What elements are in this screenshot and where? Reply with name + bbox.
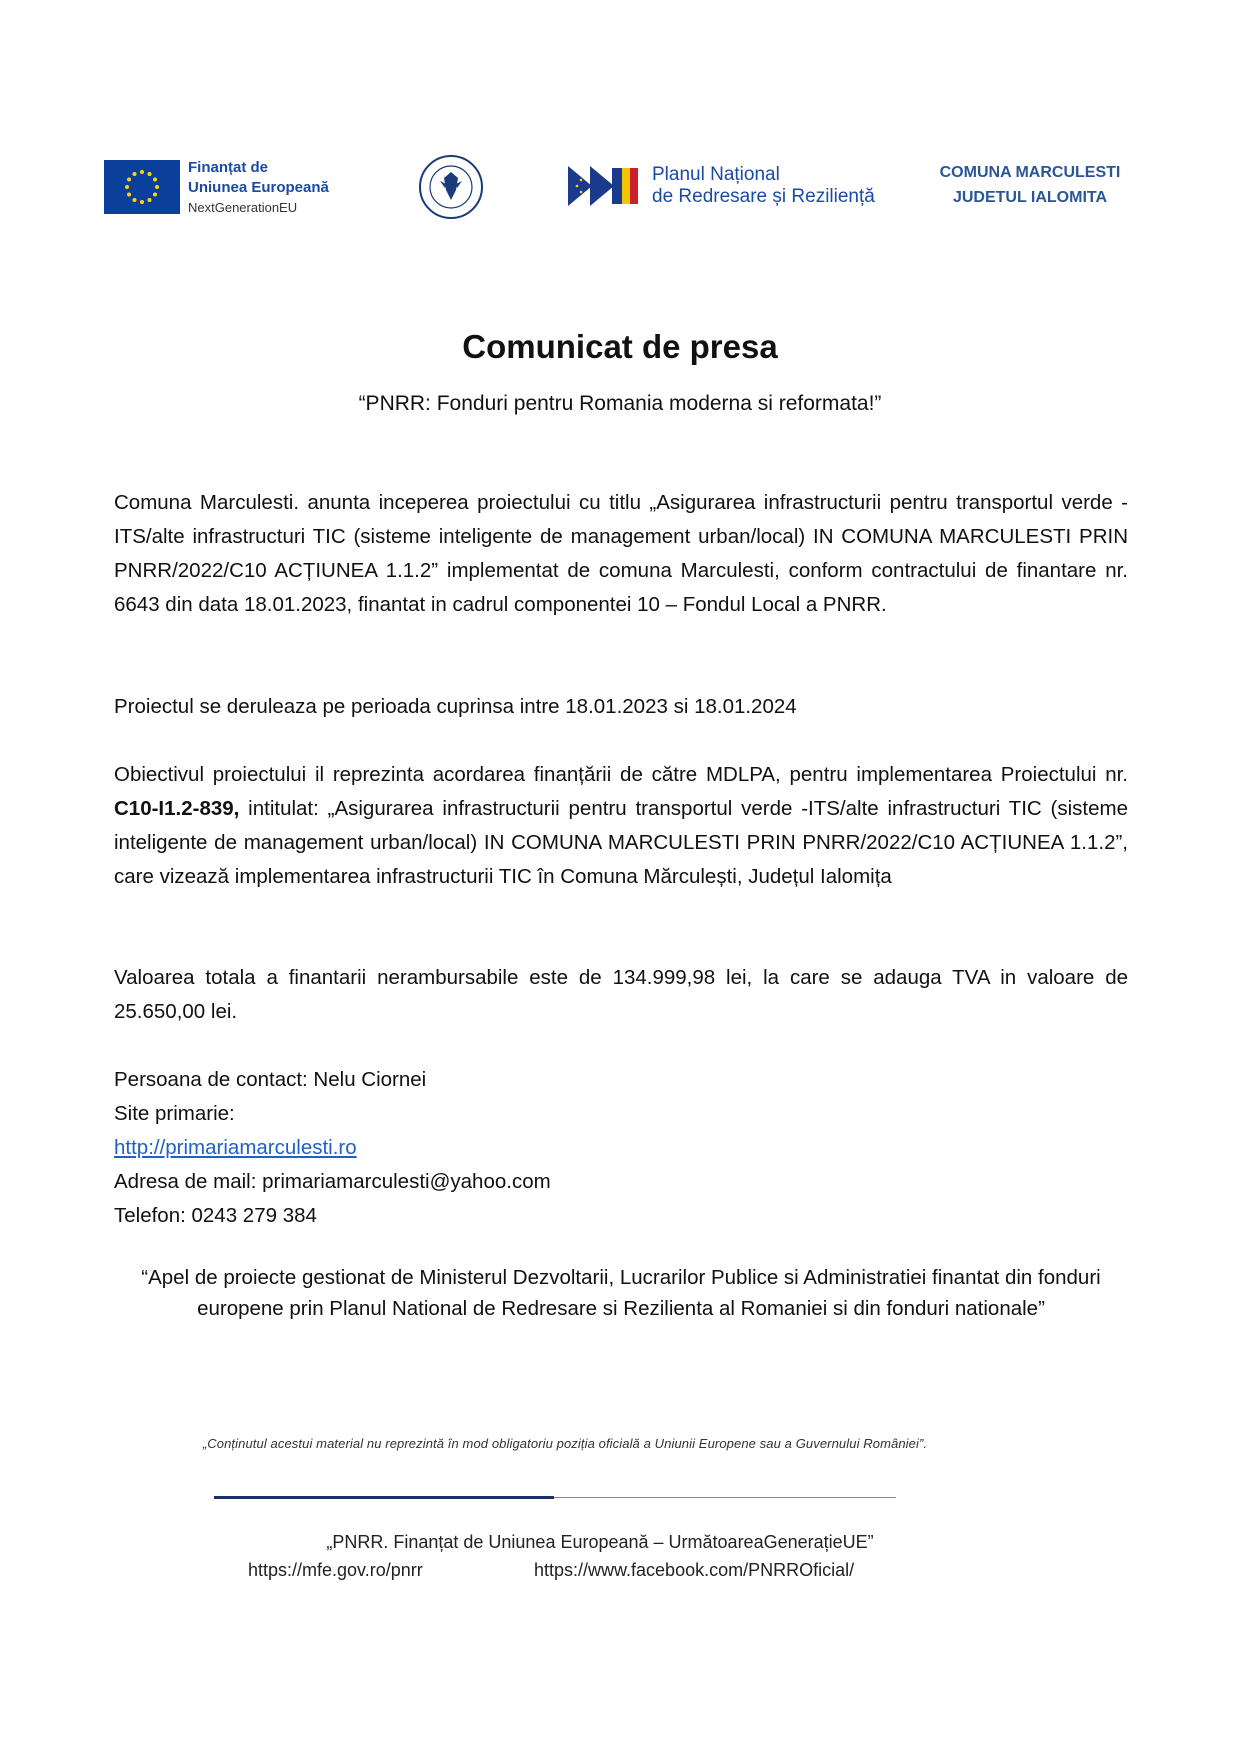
commune-label bbox=[920, 160, 1140, 210]
eu-line2: Uniunea Europeană bbox=[188, 179, 329, 196]
contact-block bbox=[114, 1063, 1128, 1233]
document-title: Comunicat de presa bbox=[462, 328, 778, 365]
pnrr-flag-arrows-icon bbox=[568, 164, 648, 208]
paragraph-funding-value: Valoarea totala a finantarii nerambursabile este de 134.999,98 lei, la care se adauga TVA in valoare de 25.650,00 lei. bbox=[114, 966, 1128, 1023]
objective-text-start: Obiectivul proiectului il reprezinta acordarea finanțării de către MDLPA, pentru implementarea Proiectului nr. bbox=[114, 763, 1128, 786]
pnrr-line2: de Redresare și Reziliență bbox=[652, 186, 875, 207]
eu-line3: NextGenerationEU bbox=[188, 200, 298, 215]
header-logos bbox=[0, 150, 1240, 230]
document-subtitle: “PNRR: Fonduri pentru Romania moderna si reformata!” bbox=[358, 392, 882, 415]
contact-site bbox=[114, 1097, 1128, 1165]
county-name: JUDETUL IALOMITA bbox=[952, 189, 1108, 206]
paragraph-project-announcement: Comuna Marculesti. anunta inceperea proiectului cu titlu „Asigurarea infrastructurii pentru transportul verde -ITS/alte infrastructuri TIC (sisteme inteligente de management urban/local) IN COMUNA MARCULESTI PRIN PNRR/2022/C10 ACȚIUNEA 1.1.2” implementat de comuna Marculesti, conform contractului de finantare nr. 6643 din data 18.01.2023, finantat in cadrul componentei 10 – Fondul Local a PNRR. bbox=[114, 491, 1128, 616]
commune-name: COMUNA MARCULESTI bbox=[939, 164, 1121, 181]
footer-link-mfe[interactable]: https://mfe.gov.ro/pnrr bbox=[248, 1560, 423, 1580]
government-seal-icon bbox=[418, 154, 484, 220]
closing-statement: “Apel de proiecte gestionat de Ministerul Dezvoltarii, Lucrarilor Publice si Administratiei finantat din fonduri europene prin Planul National de Redresare si Rezilienta al Romaniei si din fonduri nationale” bbox=[141, 1266, 1101, 1320]
site-link[interactable]: http://primariamarculesti.ro bbox=[114, 1136, 357, 1159]
eu-flag-icon bbox=[104, 160, 180, 214]
objective-text-end: intitulat: „Asigurarea infrastructurii pentru transportul verde -ITS/alte infrastructuri TIC (sisteme inteligente de management urban/local) IN COMUNA MARCULESTI PRIN PNRR/2022/C10 ACȚIUNEA 1.1.2”, care vizează implementarea infrastructurii TIC în Comuna Mărculești, Județul Ialomița bbox=[114, 797, 1128, 888]
contact-phone: Telefon: 0243 279 384 bbox=[114, 1204, 317, 1227]
paragraph-project-period: Proiectul se deruleaza pe perioada cuprinsa intre 18.01.2023 si 18.01.2024 bbox=[114, 695, 797, 718]
pnrr-logo-label bbox=[652, 164, 875, 208]
contact-person: Persoana de contact: Nelu Ciornei bbox=[114, 1068, 427, 1091]
contact-email: Adresa de mail: primariamarculesti@yahoo.com bbox=[114, 1170, 551, 1193]
project-code: C10-I1.2-839, bbox=[114, 797, 240, 820]
pnrr-line1: Planul Național bbox=[652, 164, 780, 185]
site-label: Site primarie: bbox=[114, 1102, 235, 1125]
footer-disclaimer: „Conținutul acestui material nu reprezintă în mod obligatoriu poziția oficială a Uniunii Europene sau a Guvernului României”. bbox=[202, 1436, 928, 1451]
eu-line1: Finanțat de bbox=[188, 159, 269, 176]
footer-slogan: „PNRR. Finanțat de Uniunea Europeană – UrmătoareaGenerațieUE” bbox=[326, 1532, 874, 1552]
paragraph-project-objective bbox=[114, 758, 1128, 894]
divider-blue-segment bbox=[214, 1496, 554, 1499]
footer-divider bbox=[214, 1496, 896, 1500]
eu-funding-label bbox=[188, 158, 329, 218]
divider-grey-segment bbox=[554, 1497, 896, 1498]
footer-link-facebook[interactable]: https://www.facebook.com/PNRROficial/ bbox=[534, 1560, 855, 1580]
